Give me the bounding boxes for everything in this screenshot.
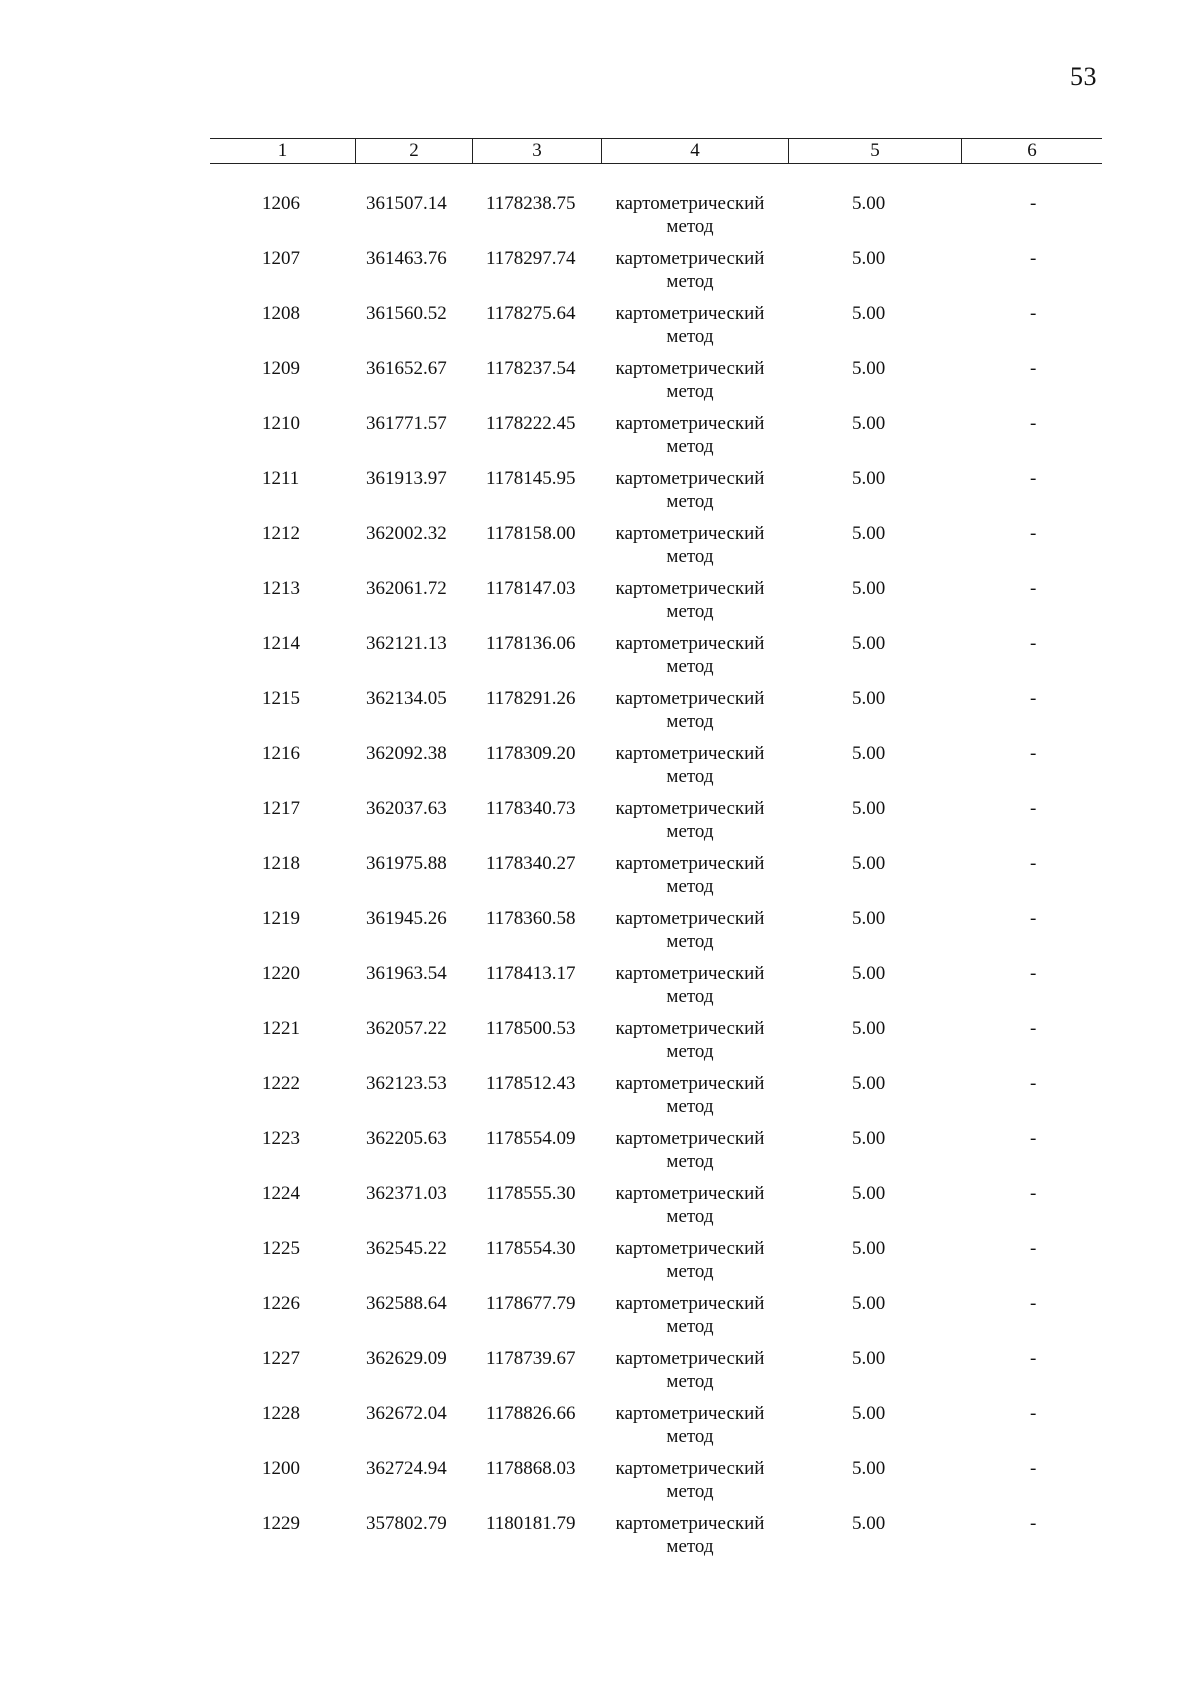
determination-method bbox=[605, 1072, 775, 1118]
table-row bbox=[210, 1402, 1102, 1457]
coordinate-y: 1178158.00 bbox=[486, 523, 576, 544]
accuracy-value: 5.00 bbox=[852, 1513, 886, 1534]
coordinate-x: 361913.97 bbox=[366, 468, 447, 489]
method-line-2: метод bbox=[666, 1041, 714, 1062]
determination-method bbox=[605, 1182, 775, 1228]
accuracy-value: 5.00 bbox=[852, 1073, 886, 1094]
determination-method bbox=[605, 467, 775, 513]
coordinate-x: 362123.53 bbox=[366, 1073, 447, 1094]
accuracy-value: 5.00 bbox=[852, 688, 886, 709]
method-line-2: метод bbox=[666, 436, 714, 457]
table-row bbox=[210, 522, 1102, 577]
note-value: - bbox=[1030, 963, 1037, 984]
table-row bbox=[210, 467, 1102, 522]
table-row bbox=[210, 247, 1102, 302]
accuracy-value: 5.00 bbox=[852, 303, 886, 324]
method-line-1: картометрический bbox=[615, 963, 765, 984]
coordinate-x: 361507.14 bbox=[366, 193, 447, 214]
note-value: - bbox=[1030, 193, 1037, 214]
coordinate-y: 1178145.95 bbox=[486, 468, 576, 489]
point-number: 1223 bbox=[262, 1128, 300, 1149]
note-value: - bbox=[1030, 303, 1037, 324]
accuracy-value: 5.00 bbox=[852, 523, 886, 544]
table-row bbox=[210, 577, 1102, 632]
method-line-1: картометрический bbox=[615, 1403, 765, 1424]
point-number: 1228 bbox=[262, 1403, 300, 1424]
determination-method bbox=[605, 1457, 775, 1503]
method-line-2: метод bbox=[666, 1096, 714, 1117]
column-header-3: 3 bbox=[472, 139, 601, 163]
determination-method bbox=[605, 302, 775, 348]
note-value: - bbox=[1030, 248, 1037, 269]
coordinate-x: 361963.54 bbox=[366, 963, 447, 984]
determination-method bbox=[605, 192, 775, 238]
accuracy-value: 5.00 bbox=[852, 413, 886, 434]
method-line-1: картометрический bbox=[615, 1018, 765, 1039]
method-line-2: метод bbox=[666, 216, 714, 237]
method-line-2: метод bbox=[666, 931, 714, 952]
method-line-1: картометрический bbox=[615, 1183, 765, 1204]
point-number: 1208 bbox=[262, 303, 300, 324]
method-line-1: картометрический bbox=[615, 1513, 765, 1534]
method-line-2: метод bbox=[666, 1426, 714, 1447]
note-value: - bbox=[1030, 688, 1037, 709]
method-line-2: метод bbox=[666, 1371, 714, 1392]
note-value: - bbox=[1030, 1403, 1037, 1424]
method-line-2: метод bbox=[666, 766, 714, 787]
coordinate-y: 1178309.20 bbox=[486, 743, 576, 764]
table-row bbox=[210, 1457, 1102, 1512]
method-line-2: метод bbox=[666, 656, 714, 677]
coordinate-y: 1178222.45 bbox=[486, 413, 576, 434]
point-number: 1222 bbox=[262, 1073, 300, 1094]
accuracy-value: 5.00 bbox=[852, 358, 886, 379]
method-line-2: метод bbox=[666, 711, 714, 732]
note-value: - bbox=[1030, 413, 1037, 434]
method-line-1: картометрический bbox=[615, 1128, 765, 1149]
point-number: 1213 bbox=[262, 578, 300, 599]
note-value: - bbox=[1030, 1018, 1037, 1039]
note-value: - bbox=[1030, 1513, 1037, 1534]
accuracy-value: 5.00 bbox=[852, 1348, 886, 1369]
coordinate-x: 362629.09 bbox=[366, 1348, 447, 1369]
note-value: - bbox=[1030, 1293, 1037, 1314]
coordinate-y: 1178868.03 bbox=[486, 1458, 576, 1479]
table-row bbox=[210, 412, 1102, 467]
table-header bbox=[210, 138, 1102, 164]
point-number: 1216 bbox=[262, 743, 300, 764]
accuracy-value: 5.00 bbox=[852, 743, 886, 764]
determination-method bbox=[605, 1402, 775, 1448]
coordinate-y: 1178360.58 bbox=[486, 908, 576, 929]
coordinate-y: 1178500.53 bbox=[486, 1018, 576, 1039]
note-value: - bbox=[1030, 1458, 1037, 1479]
coordinate-y: 1178340.73 bbox=[486, 798, 576, 819]
table-row bbox=[210, 192, 1102, 247]
method-line-1: картометрический bbox=[615, 413, 765, 434]
method-line-1: картометрический bbox=[615, 798, 765, 819]
method-line-1: картометрический bbox=[615, 1458, 765, 1479]
coordinate-y: 1178554.09 bbox=[486, 1128, 576, 1149]
table-row bbox=[210, 632, 1102, 687]
coordinate-y: 1178826.66 bbox=[486, 1403, 576, 1424]
method-line-1: картометрический bbox=[615, 1348, 765, 1369]
method-line-1: картометрический bbox=[615, 908, 765, 929]
point-number: 1206 bbox=[262, 193, 300, 214]
table-row bbox=[210, 1127, 1102, 1182]
coordinate-x: 362672.04 bbox=[366, 1403, 447, 1424]
coordinate-y: 1178340.27 bbox=[486, 853, 576, 874]
determination-method bbox=[605, 632, 775, 678]
coordinate-y: 1178555.30 bbox=[486, 1183, 576, 1204]
method-line-2: метод bbox=[666, 1151, 714, 1172]
accuracy-value: 5.00 bbox=[852, 578, 886, 599]
coordinate-y: 1178554.30 bbox=[486, 1238, 576, 1259]
coordinate-x: 362371.03 bbox=[366, 1183, 447, 1204]
determination-method bbox=[605, 797, 775, 843]
coordinate-y: 1178136.06 bbox=[486, 633, 576, 654]
table-row bbox=[210, 1182, 1102, 1237]
method-line-1: картометрический bbox=[615, 303, 765, 324]
method-line-2: метод bbox=[666, 1206, 714, 1227]
column-header-2: 2 bbox=[355, 139, 472, 163]
note-value: - bbox=[1030, 358, 1037, 379]
point-number: 1200 bbox=[262, 1458, 300, 1479]
accuracy-value: 5.00 bbox=[852, 1018, 886, 1039]
table-row bbox=[210, 907, 1102, 962]
note-value: - bbox=[1030, 578, 1037, 599]
method-line-1: картометрический bbox=[615, 1238, 765, 1259]
coordinate-x: 362057.22 bbox=[366, 1018, 447, 1039]
table-row bbox=[210, 962, 1102, 1017]
point-number: 1225 bbox=[262, 1238, 300, 1259]
accuracy-value: 5.00 bbox=[852, 1293, 886, 1314]
table-row bbox=[210, 852, 1102, 907]
accuracy-value: 5.00 bbox=[852, 798, 886, 819]
determination-method bbox=[605, 687, 775, 733]
determination-method bbox=[605, 522, 775, 568]
point-number: 1220 bbox=[262, 963, 300, 984]
note-value: - bbox=[1030, 908, 1037, 929]
coordinate-x: 361975.88 bbox=[366, 853, 447, 874]
method-line-1: картометрический bbox=[615, 743, 765, 764]
coordinate-x: 362061.72 bbox=[366, 578, 447, 599]
coordinate-y: 1178512.43 bbox=[486, 1073, 576, 1094]
table-row bbox=[210, 797, 1102, 852]
method-line-2: метод bbox=[666, 326, 714, 347]
point-number: 1210 bbox=[262, 413, 300, 434]
method-line-2: метод bbox=[666, 601, 714, 622]
determination-method bbox=[605, 852, 775, 898]
method-line-1: картометрический bbox=[615, 358, 765, 379]
note-value: - bbox=[1030, 1348, 1037, 1369]
coordinate-x: 361463.76 bbox=[366, 248, 447, 269]
table-row bbox=[210, 1347, 1102, 1402]
determination-method bbox=[605, 907, 775, 953]
method-line-2: метод bbox=[666, 1261, 714, 1282]
table-row bbox=[210, 1512, 1102, 1567]
method-line-2: метод bbox=[666, 271, 714, 292]
method-line-2: метод bbox=[666, 381, 714, 402]
determination-method bbox=[605, 1292, 775, 1338]
column-header-4: 4 bbox=[601, 139, 788, 163]
coordinate-x: 361945.26 bbox=[366, 908, 447, 929]
point-number: 1212 bbox=[262, 523, 300, 544]
coordinate-x: 362134.05 bbox=[366, 688, 447, 709]
coordinate-x: 362037.63 bbox=[366, 798, 447, 819]
accuracy-value: 5.00 bbox=[852, 1403, 886, 1424]
coordinate-y: 1178238.75 bbox=[486, 193, 576, 214]
coordinates-table-body bbox=[210, 192, 1102, 1567]
method-line-2: метод bbox=[666, 1316, 714, 1337]
coordinate-x: 362002.32 bbox=[366, 523, 447, 544]
column-header-6: 6 bbox=[961, 139, 1102, 163]
method-line-1: картометрический bbox=[615, 1293, 765, 1314]
accuracy-value: 5.00 bbox=[852, 468, 886, 489]
method-line-2: метод bbox=[666, 821, 714, 842]
point-number: 1209 bbox=[262, 358, 300, 379]
table-row bbox=[210, 357, 1102, 412]
coordinate-y: 1180181.79 bbox=[486, 1513, 576, 1534]
accuracy-value: 5.00 bbox=[852, 1458, 886, 1479]
coordinate-x: 361560.52 bbox=[366, 303, 447, 324]
determination-method bbox=[605, 412, 775, 458]
note-value: - bbox=[1030, 633, 1037, 654]
accuracy-value: 5.00 bbox=[852, 963, 886, 984]
note-value: - bbox=[1030, 798, 1037, 819]
determination-method bbox=[605, 247, 775, 293]
point-number: 1217 bbox=[262, 798, 300, 819]
note-value: - bbox=[1030, 468, 1037, 489]
method-line-1: картометрический bbox=[615, 468, 765, 489]
accuracy-value: 5.00 bbox=[852, 1183, 886, 1204]
method-line-1: картометрический bbox=[615, 193, 765, 214]
coordinate-y: 1178147.03 bbox=[486, 578, 576, 599]
table-row bbox=[210, 302, 1102, 357]
accuracy-value: 5.00 bbox=[852, 633, 886, 654]
determination-method bbox=[605, 577, 775, 623]
method-line-2: метод bbox=[666, 546, 714, 567]
method-line-1: картометрический bbox=[615, 633, 765, 654]
point-number: 1214 bbox=[262, 633, 300, 654]
method-line-2: метод bbox=[666, 876, 714, 897]
note-value: - bbox=[1030, 523, 1037, 544]
coordinate-x: 357802.79 bbox=[366, 1513, 447, 1534]
method-line-1: картометрический bbox=[615, 688, 765, 709]
coordinate-x: 362205.63 bbox=[366, 1128, 447, 1149]
method-line-2: метод bbox=[666, 1481, 714, 1502]
accuracy-value: 5.00 bbox=[852, 248, 886, 269]
table-row bbox=[210, 687, 1102, 742]
accuracy-value: 5.00 bbox=[852, 908, 886, 929]
coordinate-y: 1178677.79 bbox=[486, 1293, 576, 1314]
point-number: 1224 bbox=[262, 1183, 300, 1204]
coordinate-y: 1178739.67 bbox=[486, 1348, 576, 1369]
note-value: - bbox=[1030, 1128, 1037, 1149]
coordinate-x: 362121.13 bbox=[366, 633, 447, 654]
page-number: 53 bbox=[1070, 62, 1097, 91]
point-number: 1211 bbox=[262, 468, 300, 489]
column-header-5: 5 bbox=[788, 139, 961, 163]
point-number: 1227 bbox=[262, 1348, 300, 1369]
coordinate-x: 362545.22 bbox=[366, 1238, 447, 1259]
determination-method bbox=[605, 1347, 775, 1393]
determination-method bbox=[605, 1512, 775, 1558]
determination-method bbox=[605, 357, 775, 403]
table-row bbox=[210, 742, 1102, 797]
determination-method bbox=[605, 1237, 775, 1283]
table-row bbox=[210, 1017, 1102, 1072]
coordinate-y: 1178413.17 bbox=[486, 963, 576, 984]
coordinate-y: 1178297.74 bbox=[486, 248, 576, 269]
accuracy-value: 5.00 bbox=[852, 1238, 886, 1259]
accuracy-value: 5.00 bbox=[852, 193, 886, 214]
coordinate-x: 361771.57 bbox=[366, 413, 447, 434]
table-row bbox=[210, 1292, 1102, 1347]
determination-method bbox=[605, 962, 775, 1008]
method-line-1: картометрический bbox=[615, 1073, 765, 1094]
note-value: - bbox=[1030, 1073, 1037, 1094]
coordinate-y: 1178291.26 bbox=[486, 688, 576, 709]
note-value: - bbox=[1030, 1238, 1037, 1259]
coordinate-x: 362588.64 bbox=[366, 1293, 447, 1314]
table-row bbox=[210, 1237, 1102, 1292]
determination-method bbox=[605, 1127, 775, 1173]
table-row bbox=[210, 1072, 1102, 1127]
point-number: 1226 bbox=[262, 1293, 300, 1314]
accuracy-value: 5.00 bbox=[852, 1128, 886, 1149]
point-number: 1219 bbox=[262, 908, 300, 929]
coordinate-x: 362092.38 bbox=[366, 743, 447, 764]
method-line-2: метод bbox=[666, 986, 714, 1007]
point-number: 1229 bbox=[262, 1513, 300, 1534]
coordinate-x: 362724.94 bbox=[366, 1458, 447, 1479]
accuracy-value: 5.00 bbox=[852, 853, 886, 874]
point-number: 1221 bbox=[262, 1018, 300, 1039]
method-line-1: картометрический bbox=[615, 523, 765, 544]
determination-method bbox=[605, 1017, 775, 1063]
coordinate-x: 361652.67 bbox=[366, 358, 447, 379]
method-line-1: картометрический bbox=[615, 578, 765, 599]
note-value: - bbox=[1030, 853, 1037, 874]
point-number: 1215 bbox=[262, 688, 300, 709]
method-line-1: картометрический bbox=[615, 248, 765, 269]
column-header-1: 1 bbox=[277, 140, 288, 161]
method-line-2: метод bbox=[666, 491, 714, 512]
note-value: - bbox=[1030, 743, 1037, 764]
point-number: 1218 bbox=[262, 853, 300, 874]
coordinate-y: 1178237.54 bbox=[486, 358, 576, 379]
coordinate-y: 1178275.64 bbox=[486, 303, 576, 324]
method-line-2: метод bbox=[666, 1536, 714, 1557]
determination-method bbox=[605, 742, 775, 788]
method-line-1: картометрический bbox=[615, 853, 765, 874]
point-number: 1207 bbox=[262, 248, 300, 269]
note-value: - bbox=[1030, 1183, 1037, 1204]
